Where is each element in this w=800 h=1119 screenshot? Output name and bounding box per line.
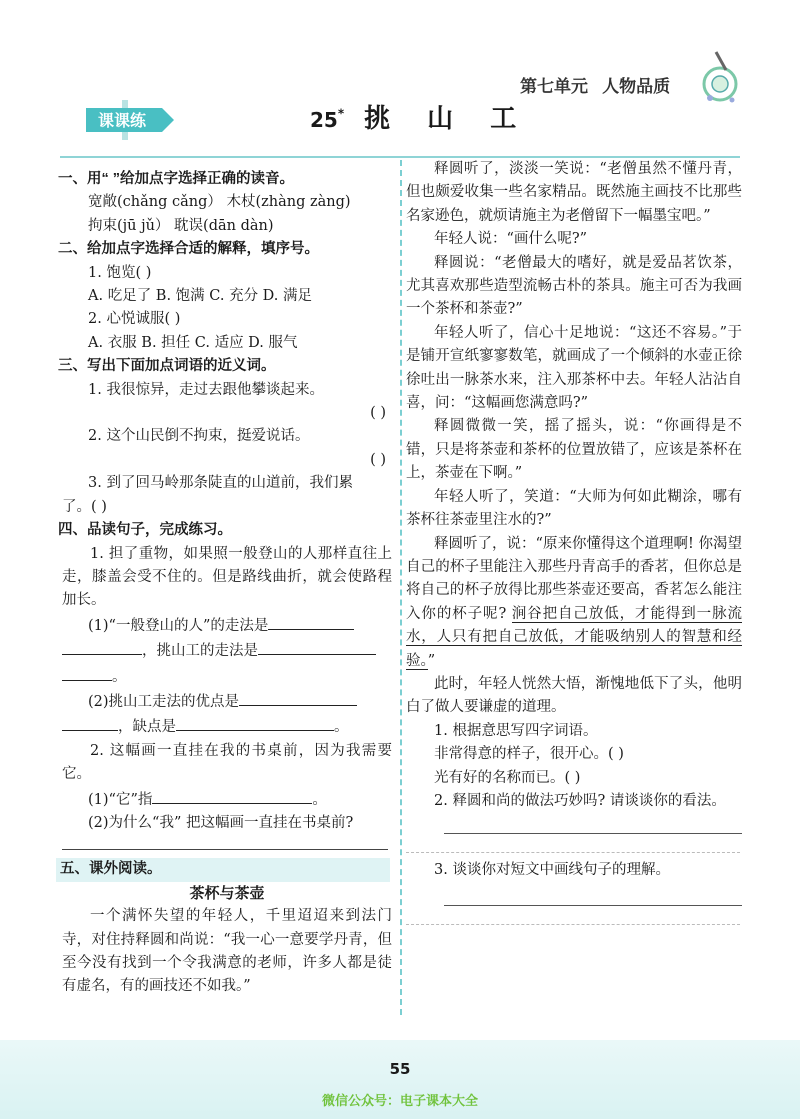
section-1-title: 一、用“ ”给加点字选择正确的读音。 bbox=[58, 171, 295, 187]
question-1b[interactable]: 光有好的名称而已。( ) bbox=[434, 769, 581, 786]
s2-question-2: 2. 心悦诚服( ) bbox=[88, 311, 181, 328]
s1-line-1: 宽敞(chǎng cǎng） 木杖(zhàng zàng) bbox=[88, 194, 351, 211]
lesson-number: 25 bbox=[310, 108, 338, 132]
s4-q4-text: (2)为什么“我” 把这幅画一直挂在书桌前? bbox=[88, 814, 354, 831]
s3-answer-2[interactable]: ( ) bbox=[370, 451, 386, 468]
lesson-star: * bbox=[337, 106, 345, 121]
column-divider bbox=[400, 160, 402, 1015]
s4-q1-blank-d[interactable] bbox=[62, 664, 112, 681]
s3-answer-1[interactable]: ( ) bbox=[370, 405, 386, 422]
section-3-title: 三、写出下面加点词语的近义词。 bbox=[58, 358, 276, 375]
s4-q3-text: (1)“它”指 bbox=[88, 791, 153, 808]
unit-theme: 人物品质 bbox=[602, 77, 671, 96]
s4-q2-blank-b[interactable] bbox=[62, 714, 118, 731]
s2-question-1: 1. 饱览( ) bbox=[88, 264, 152, 281]
p8-text-b: ” bbox=[427, 652, 436, 669]
story-title: 茶杯与茶壶 bbox=[189, 883, 265, 902]
unit-label: 第七单元 bbox=[520, 77, 588, 96]
p8-text-a: 释圆听了，说：“原来你懂得这个道理啊! 你渴望自己的杯子里能注入那些丹青高手的香茗，但你总是将自己的杯子放得比那些茶壶还要高，香茗怎么能注入你的杯子呢? bbox=[406, 535, 742, 622]
page-title bbox=[310, 98, 530, 135]
s2-options-1: A. 吃足了 B. 饱满 C. 充分 D. 满足 bbox=[88, 288, 313, 305]
story-paragraph-7: 年轻人听了，笑道：“大师为何如此糊涂，哪有茶杯往茶壶里注水的?” bbox=[406, 488, 742, 529]
story-paragraph-2: 释圆听了，淡淡一笑说：“老僧虽然不懂丹青，但也颇爱收集一些名家精品。既然施主画技不比那些名家逊色，就烦请施主为老僧留下一幅墨宝吧。” bbox=[406, 161, 742, 224]
section-5-title: 五、课外阅读。 bbox=[56, 858, 390, 881]
wechat-label: 微信公众号：电子课本大全 bbox=[321, 1094, 478, 1109]
question-1a[interactable]: 非常得意的样子，很开心。( ) bbox=[434, 746, 624, 763]
s2-options-2: A. 衣服 B. 担任 C. 适应 D. 服气 bbox=[88, 334, 298, 351]
story-paragraph-8 bbox=[406, 533, 742, 673]
s4-q2-text-b: ，缺点是 bbox=[118, 719, 176, 736]
question-1: 1. 根据意思写四字词语。 bbox=[434, 722, 598, 739]
s4-q1-text-b: ，挑山工的走法是 bbox=[142, 643, 258, 660]
s4-q2-text: (2)挑山工走法的优点是 bbox=[88, 693, 240, 710]
s4-q1-text: (1)“一般登山的人”的走法是 bbox=[88, 617, 269, 634]
s4-q3-blank[interactable] bbox=[152, 787, 312, 804]
underlined-sentence: 涧谷把自己放低，才能得到一脉流水，人只有把自己放低，才能吸纳别人的智慧和经验。 bbox=[406, 605, 743, 669]
s3-question-1: 1. 我很惊异，走过去跟他攀谈起来。 bbox=[88, 381, 324, 398]
pencil-bug-icon bbox=[696, 48, 742, 110]
s3-question-3: 3. 到了回马岭那条陡直的山道前，我们累 bbox=[88, 475, 353, 492]
right-column bbox=[406, 158, 742, 925]
section-4-title: 四、品读句子，完成练习。 bbox=[58, 522, 232, 539]
left-column bbox=[58, 168, 392, 999]
story-paragraph-1: 一个满怀失望的年轻人，千里迢迢来到法门寺，对住持释圆和尚说：“我一心一意要学丹青，但至今没有找到一个令我满意的老师，许多人都是徒有虚名，有的画技还不如我。” bbox=[62, 908, 392, 995]
story-paragraph-6: 释圆微微一笑，摇了摇头，说：“你画得是不错，只是将茶壶和茶杯的位置放错了，应该是茶杯在上，茶壶在下啊。” bbox=[406, 418, 742, 482]
unit-heading bbox=[520, 72, 670, 97]
story-paragraph-9: 此时，年轻人恍然大悟，渐愧地低下了头，他明白了做人要谦虚的道理。 bbox=[406, 675, 742, 716]
s4-q1-end: 。 bbox=[112, 668, 127, 685]
s4-q2-blank-c[interactable] bbox=[176, 714, 334, 731]
badge-label: 课课练 bbox=[97, 111, 147, 130]
s4-q3-end: 。 bbox=[312, 791, 327, 808]
lesson-title: 挑 山 工 bbox=[364, 104, 531, 134]
s4-q1-blank-a[interactable] bbox=[268, 613, 354, 630]
story-paragraph-4: 释圆说：“老僧最大的嗜好，就是爱品茗饮茶，尤其喜欢那些造型流畅古朴的茶具。施主可否为我画一个茶杯和茶壶?” bbox=[406, 254, 742, 318]
q3-separator bbox=[406, 924, 740, 925]
s3-question-3-cont[interactable]: 了。( ) bbox=[62, 498, 107, 515]
lesson-badge bbox=[84, 100, 176, 140]
s4-q2-blank-a[interactable] bbox=[239, 689, 357, 706]
s3-question-2: 2. 这个山民倒不拘束，挺爱说话。 bbox=[88, 428, 310, 445]
s4-q2-end: 。 bbox=[334, 719, 349, 736]
s4-q1-blank-c[interactable] bbox=[258, 638, 376, 655]
question-3: 3. 谈谈你对短文中画线句子的理解。 bbox=[434, 862, 670, 879]
section-2-title: 二、给加点字选择合适的解释，填序号。 bbox=[58, 241, 319, 258]
story-paragraph-3: 年轻人说：“画什么呢?” bbox=[434, 231, 588, 248]
story-paragraph-5: 年轻人听了，信心十足地说：“这还不容易。”于是铺开宣纸寥寥数笔，就画成了一个倾斜的水壶正徐徐吐出一脉茶水来，注入那茶杯中去。年轻人沾沾自喜，问：“这幅画您满意吗?” bbox=[406, 324, 742, 412]
s4-passage-1: 1. 担了重物，如果照一般登山的人那样直往上走，膝盖会受不住的。但是路线曲折，就会使路程加长。 bbox=[62, 545, 392, 609]
s1-line-2: 拘束(jū jǔ） 耽误(dān dàn) bbox=[88, 217, 274, 234]
s4-passage-2: 2. 这幅画一直挂在我的书桌前，因为我需要它。 bbox=[62, 742, 392, 783]
s4-q1-blank-b[interactable] bbox=[62, 638, 142, 655]
question-2: 2. 释圆和尚的做法巧妙吗? 请谈谈你的看法。 bbox=[434, 792, 726, 809]
page-number: 55 bbox=[389, 1060, 411, 1078]
